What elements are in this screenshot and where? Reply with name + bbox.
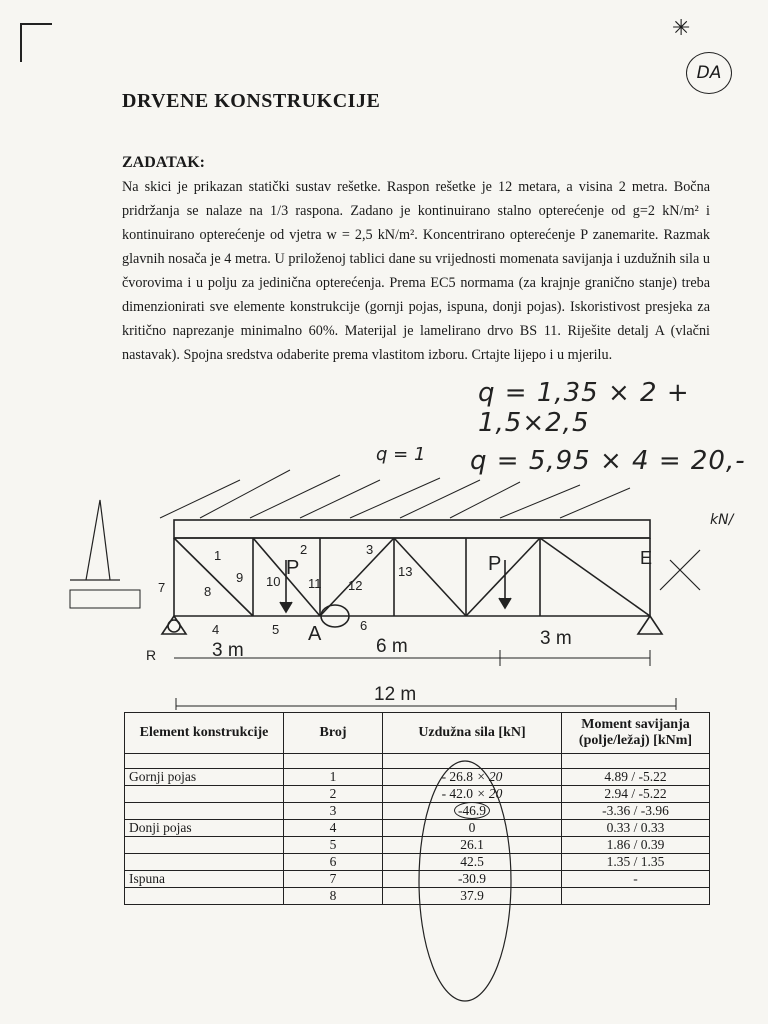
task-line: kritično naprezanje minimalno 60%. Materijal je lamelirano drvo BS 11. Riješite detalj (122, 323, 649, 339)
table-row: Ispuna 7 -30.9 - (125, 871, 710, 888)
dimension-label: 12 m (374, 684, 417, 705)
member-label: 7 (158, 580, 166, 595)
load-label-p: P (286, 557, 300, 579)
truss-diagram (0, 440, 768, 710)
handwritten-q-label: q = 1 (376, 444, 426, 465)
member-label: 3 (366, 542, 374, 557)
corner-mark-icon (18, 20, 54, 64)
member-label: 2 (300, 542, 308, 557)
member-label: 5 (272, 622, 280, 637)
support-label-r: R (146, 647, 157, 663)
header-axial: Uzdužna sila [kN] (383, 713, 562, 754)
dimension-label: 3 m (540, 628, 572, 649)
load-label-p: P (488, 553, 502, 575)
task-line: opterećenje P zanemarite. Razmak glavnih nosača je 4 metra. U priloženoj tablici dane su (122, 227, 710, 267)
task-line: mjerilu. (567, 347, 613, 363)
task-line: Na skici je prikazan statički sustav rešetke. Raspon rešetke je 12 metara, a visina 2 metra. (122, 179, 668, 195)
task-line: g=2 kN/m² i kontinuirano opterećenje od vjetra w = 2,5 kN/m². Koncentrirano (122, 203, 710, 243)
member-label: 4 (212, 622, 220, 637)
member-label: 10 (266, 574, 281, 589)
task-line: A (vlačni nastavak). Spojna sredstva odaberite prema vlastitom izboru. Crtajte lijepo i u (122, 323, 710, 363)
task-line: opterećenja. Prema EC5 normama (za krajnje granično stanje) treba dimenzionirati sve (122, 275, 711, 315)
task-line: Bočna pridržanja se nalaze na 1/3 raspona. Zadano je kontinuirano stalno opterećenje od (122, 179, 710, 219)
header-moment: Moment savijanja (polje/ležaj) [kNm] (562, 713, 710, 754)
table-row: Donji pojas 4 0 0.33 / 0.33 (125, 820, 710, 837)
table-row: 3 -46.9 -3.36 / -3.96 (125, 803, 710, 820)
task-line: elemente konstrukcije (gornji pojas, ispuna, donji pojas). Iskoristivost presjeka za (233, 299, 710, 315)
handwritten-oval-annotation (410, 756, 520, 1006)
asterisk-mark: ✳ (672, 16, 691, 41)
table-row: 5 26.1 1.86 / 0.39 (125, 837, 710, 854)
badge-da: DA (686, 52, 732, 94)
task-line: vrijednosti momenata savijanja i uzdužnih sila u čvorovima i u polju za jedinična (122, 251, 710, 291)
dimension-label: 3 m (212, 640, 244, 661)
task-heading: ZADATAK: (122, 154, 205, 171)
member-label: 6 (360, 618, 368, 633)
table-header-row (125, 713, 710, 754)
dimension-label: 6 m (376, 636, 408, 657)
member-label: 1 (214, 548, 222, 563)
task-description (122, 175, 710, 367)
handwritten-formula-load: q = 1,35 × 2 + 1,5×2,5 (478, 378, 690, 438)
table-row: 6 42.5 1.35 / 1.35 (125, 854, 710, 871)
table-row: 2 - 42.0 × 20 2.94 / -5.22 (125, 786, 710, 803)
table-row: Gornji pojas 1 - 26.8 × 20 4.89 / -5.22 (125, 769, 710, 786)
page-title: DRVENE KONSTRUKCIJE (122, 90, 381, 112)
member-label: 8 (204, 584, 212, 599)
header-element: Element konstrukcije (125, 713, 284, 754)
node-label-a: A (308, 623, 322, 645)
member-label: 12 (348, 578, 363, 593)
header-broj: Broj (284, 713, 383, 754)
member-label: 13 (398, 564, 413, 579)
table-row: 8 37.9 (125, 888, 710, 905)
member-label: 9 (236, 570, 244, 585)
handwritten-unit: kN/ (710, 512, 734, 528)
support-label-e: E (640, 548, 653, 568)
handwritten-formula-total: q = 5,95 × 4 = 20,- (470, 446, 746, 476)
member-label: 11 (308, 576, 322, 591)
